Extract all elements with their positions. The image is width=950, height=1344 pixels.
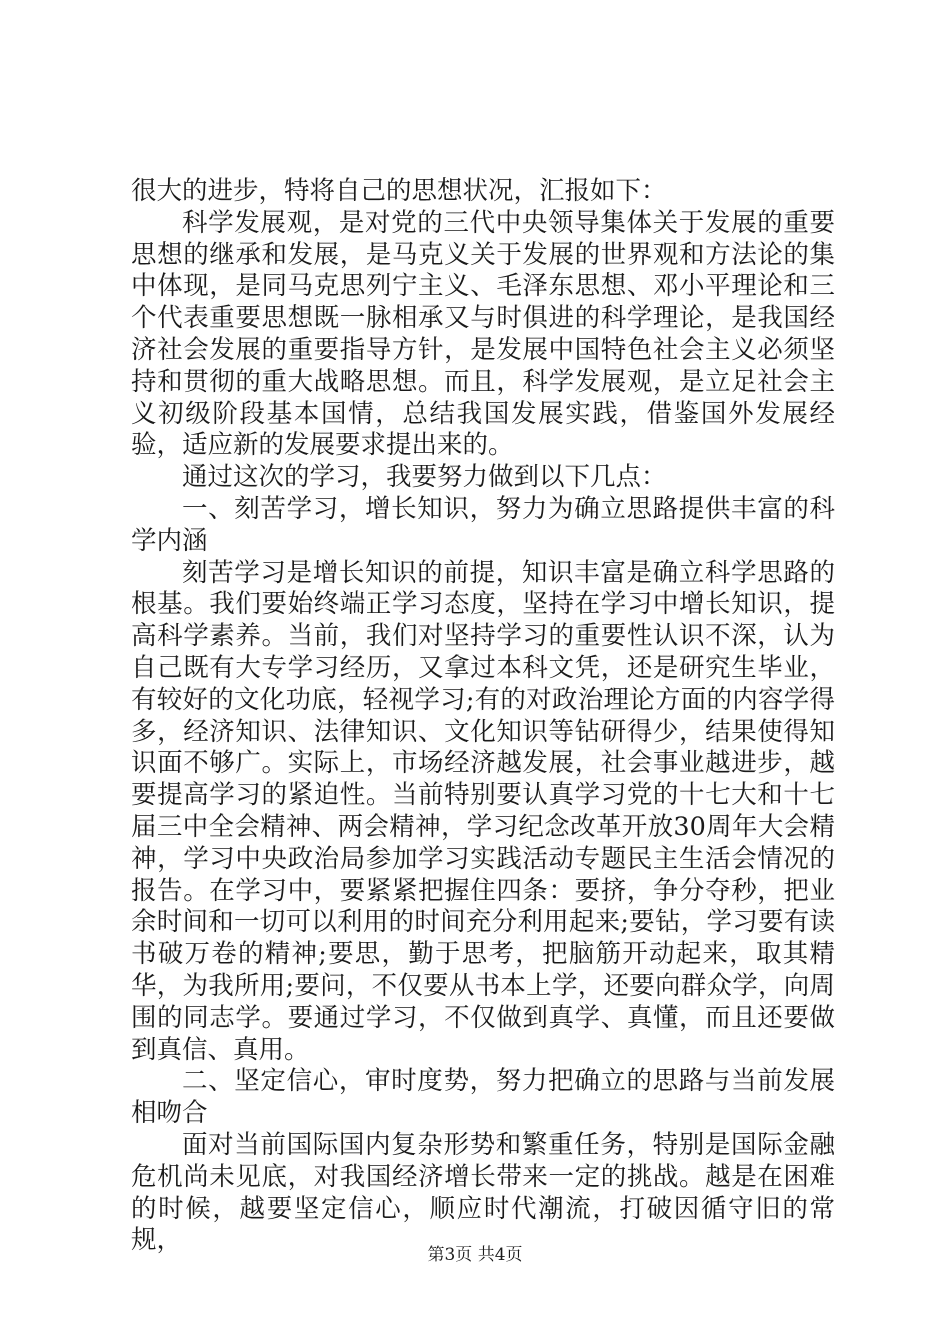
paragraph-1: 很大的进步，特将自己的思想状况，汇报如下： bbox=[131, 176, 667, 206]
page-number-label: 第3页 共4页 bbox=[427, 1245, 523, 1265]
section-heading-2: 二、坚定信心，审时度势，努力把确立的思路与当前发展相吻合 bbox=[131, 1066, 835, 1129]
page-footer bbox=[0, 1245, 950, 1265]
paragraph-4: 刻苦学习是增长知识的前提，知识丰富是确立科学思路的根基。我们要始终端正学习态度，坚持在学习中增长知识，提高科学素养。当前，我们对坚持学习的重要性认识不深，认为自己既有大专学习经历，又拿过本科文凭，还是研究生毕业，有较好的文化功底，轻视学习;有的对政治理论方面的内容学得多，经济知识、法律知识、文化知识等钻研得少，结果使得知识面不够广。实际上，市场经济越发展，社会事业越进步，越要提高学习的紧迫性。当前特别要认真学习党的十七大和十七届三中全会精神、两会精神，学习纪念改革开放30周年大会精神，学习中央政治局参加学习实践活动专题民主生活会情况的报告。在学习中，要紧紧把握住四条：要挤，争分夺秒，把业余时间和一切可以利用的时间充分利用起来;要钻，学习要有读书破万卷的精神;要思，勤于思考，把脑筋开动起来，取其精华，为我所用;要问，不仅要从书本上学，还要向群众学，向周围的同志学。要通过学习，不仅做到真学、真懂，而且还要做到真信、真用。 bbox=[131, 557, 835, 1065]
section-heading-1: 一、刻苦学习，增长知识，努力为确立思路提供丰富的科学内涵 bbox=[131, 493, 835, 556]
paragraph-2: 科学发展观，是对党的三代中央领导集体关于发展的重要思想的继承和发展，是马克义关于发展的世界观和方法论的集中体现，是同马克思列宁主义、毛泽东思想、邓小平理论和三个代表重要思想既一脉相承又与时俱进的科学理论，是我国经济社会发展的重要指导方针，是发展中国特色社会主义必须坚持和贯彻的重大战略思想。而且，科学发展观，是立足社会主义初级阶段基本国情，总结我国发展实践，借鉴国外发展经验，适应新的发展要求提出来的。 bbox=[131, 207, 835, 461]
paragraph-5: 面对当前国际国内复杂形势和繁重任务，特别是国际金融危机尚未见底，对我国经济增长带来一定的挑战。越是在困难的时候，越要坚定信心，顺应时代潮流，打破因循守旧的常规， bbox=[131, 1129, 835, 1256]
paragraph-3: 通过这次的学习，我要努力做到以下几点： bbox=[182, 462, 667, 493]
document-body bbox=[131, 176, 835, 1257]
